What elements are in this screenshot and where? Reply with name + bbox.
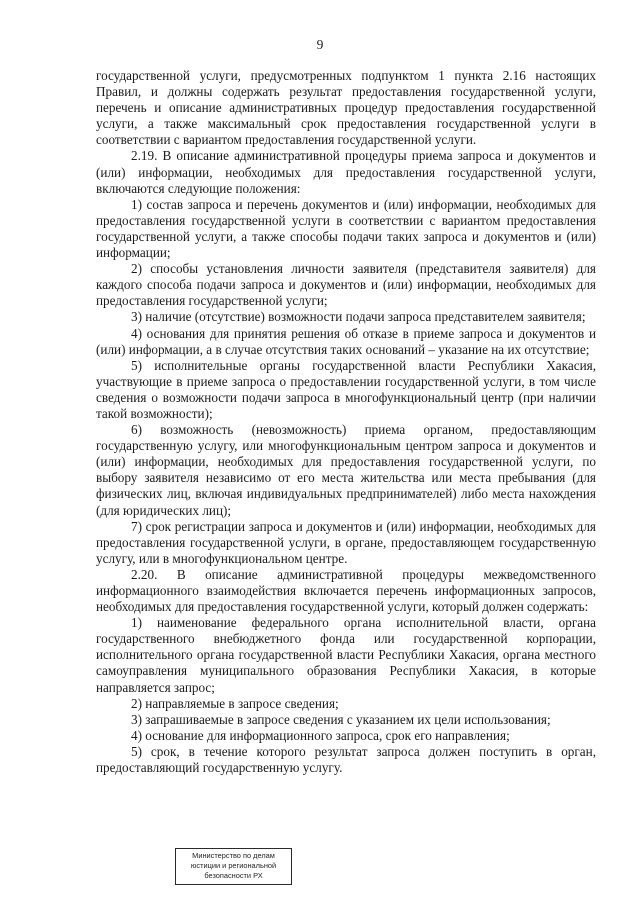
paragraph-2-20: 2.20. В описание административной процедуры межведомственного информационного взаимодействия включается перечень информационных запросов, необходимых для предоставления государственной услуги, который должен содержать: bbox=[96, 566, 596, 615]
paragraph-2-19-item-5: 5) исполнительные органы государственной власти Республики Хакасия, участвующие в приеме запроса о предоставлении государственной услуги, в том числе сведения о возможности подачи запроса в многофункциональный центр (при наличии такой возможности); bbox=[96, 357, 596, 421]
paragraph-2-19-item-3: 3) наличие (отсутствие) возможности подачи запроса представителем заявителя; bbox=[131, 309, 586, 325]
paragraph-2-19-item-4: 4) основания для принятия решения об отказе в приеме запроса и документов и (или) информации, а в случае отсутствия таких оснований – указание на их отсутствие; bbox=[96, 325, 596, 357]
paragraph-continuation: государственной услуги, предусмотренных подпунктом 1 пункта 2.16 настоящих Правил, и должны содержать результат предоставления государственной услуги, перечень и описание административных процедур предоставления государственной услуги, а также максимальный срок предоставления государственной услуги в соответствии с вариантом предоставления государственной услуги. bbox=[96, 68, 596, 148]
paragraph-2-20-item-5: 5) срок, в течение которого результат запроса должен поступить в орган, предоставляющий государственную услугу. bbox=[96, 743, 596, 776]
stamp-line-2: юстиции и региональной bbox=[190, 861, 277, 870]
stamp-line-3: безопасности РХ bbox=[204, 871, 263, 880]
document-body bbox=[96, 68, 596, 776]
paragraph-2-20-item-3: 3) запрашиваемые в запросе сведения с указанием их цели использования; bbox=[131, 711, 551, 727]
paragraph-2-19-item-1: 1) состав запроса и перечень документов и (или) информации, необходимых для предоставления государственной услуги в соответствии с вариантом предоставления государственной услуги, а также способы подачи таких запроса и документов и (или) информации; bbox=[96, 196, 596, 261]
page-number: 9 bbox=[316, 37, 324, 52]
paragraph-2-19-item-2: 2) способы установления личности заявителя (представителя заявителя) для каждого способа подачи запроса и документов и (или) информации, необходимых для предоставления государственной услуги; bbox=[96, 261, 596, 309]
ministry-stamp bbox=[175, 848, 292, 885]
stamp-line-1: Министерство по делам bbox=[192, 851, 275, 860]
paragraph-2-19-item-6: 6) возможность (невозможность) приема органом, предоставляющим государственную услугу, или многофункциональным центром запроса и документов и (или) информации, необходимых для предоставления государственной услуги, по выбору заявителя независимо от его места жительства или места пребывания (для физических лиц, включая индивидуальных предпринимателей) либо места нахождения (для юридических лиц); bbox=[96, 422, 596, 518]
paragraph-2-19-item-7: 7) срок регистрации запроса и документов и (или) информации, необходимых для предоставления государственной услуги, в органе, предоставляющем государственную услугу, или в многофункциональном центре. bbox=[96, 518, 596, 566]
paragraph-2-20-item-2: 2) направляемые в запросе сведения; bbox=[131, 695, 339, 711]
paragraph-2-19: 2.19. В описание административной процедуры приема запроса и документов и (или) информации, необходимых для предоставления государственной услуги, включаются следующие положения: bbox=[96, 148, 596, 196]
paragraph-2-20-item-4: 4) основание для информационного запроса, срок его направления; bbox=[131, 727, 510, 743]
paragraph-2-20-item-1: 1) наименование федерального органа исполнительной власти, органа государственного внебюджетного фонда или государственной корпорации, исполнительного органа государственной власти Республики Хакасия, органа местного самоуправления муниципального образования Республики Хакасия, в которые направляется запрос; bbox=[96, 615, 596, 695]
